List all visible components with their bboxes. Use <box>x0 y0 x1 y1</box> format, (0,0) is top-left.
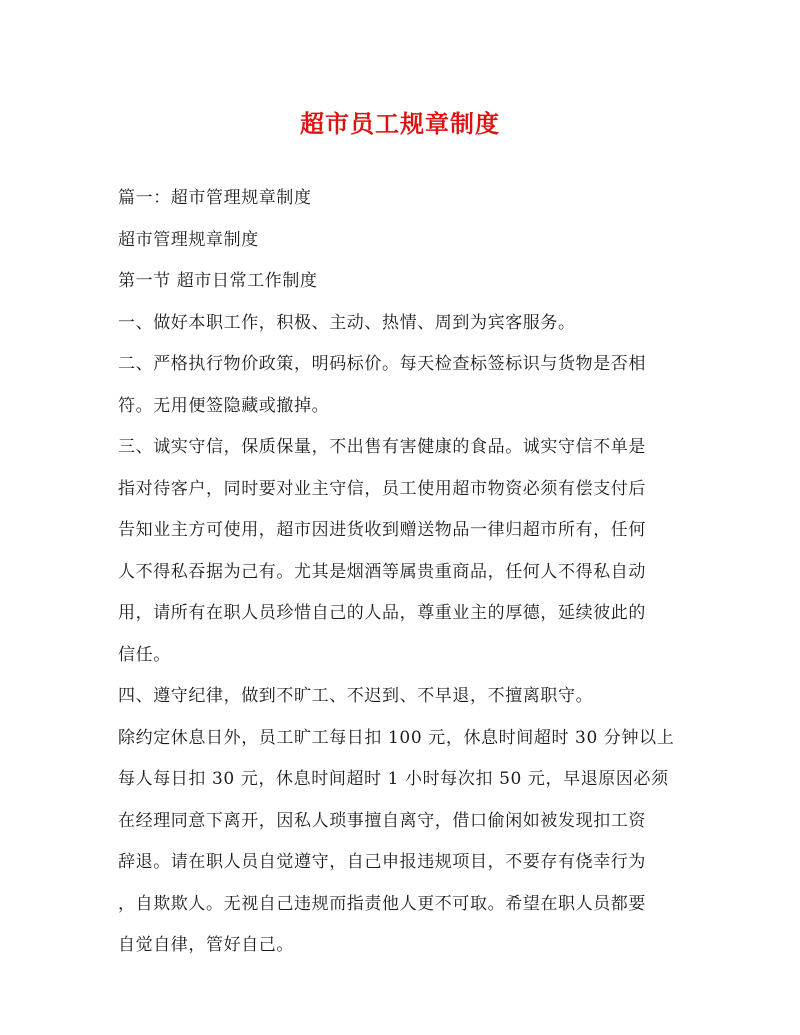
rule-4-detail-line: 辞退。请在职人员自觉遵守，自己申报违规项目，不要存有侥幸行为 <box>118 852 646 872</box>
rule-2-line: 二、严格执行物价政策，明码标价。每天检查标签标识与货物是否相 <box>118 354 646 374</box>
subtitle: 超市管理规章制度 <box>118 229 259 250</box>
rule-4-detail-line: 每人每日扣 30 元，休息时间超时 1 小时每次扣 50 元，早退原因必须 <box>118 769 669 789</box>
rule-3-line: 人不得私吞据为己有。尤其是烟酒等属贵重商品，任何人不得私自动 <box>118 561 646 582</box>
section-title: 第一节 超市日常工作制度 <box>118 271 318 291</box>
rule-3-line: 信任。 <box>118 644 171 665</box>
rule-3-line: 告知业主方可使用，超市因进货收到赠送物品一律归超市所有，任何 <box>118 520 646 540</box>
section-heading: 篇一：超市管理规章制度 <box>118 188 312 208</box>
rule-4: 四、遵守纪律，做到不旷工、不迟到、不早退，不擅离职守。 <box>118 686 594 706</box>
rule-4-detail-line: 除约定休息日外，员工旷工每日扣 100 元，休息时间超时 30 分钟以上 <box>118 727 675 748</box>
document-title: 超市员工规章制度 <box>300 109 500 138</box>
rule-3-line: 指对待客户，同时要对业主守信，员工使用超市物资必须有偿支付后 <box>118 478 646 499</box>
document-body <box>118 178 690 967</box>
rule-3-line: 三、诚实守信，保质保量，不出售有害健康的食品。诚实守信不单是 <box>118 437 646 457</box>
rule-2-line: 符。无用便签隐藏或撤掉。 <box>118 395 330 416</box>
rule-1: 一、做好本职工作，积极、主动、热情、周到为宾客服务。 <box>118 312 576 333</box>
rule-4-detail-line: 在经理同意下离开，因私人琐事擅自离守，借口偷闲如被发现扣工资 <box>118 810 646 831</box>
rule-4-detail-line: 自觉自律，管好自己。 <box>118 935 294 955</box>
rule-3-line: 用，请所有在职人员珍惜自己的人品，尊重业主的厚德，延续彼此的 <box>118 603 646 623</box>
rule-4-detail-line: ，自欺欺人。无视自己违规而指责他人更不可取。希望在职人员都要 <box>118 893 646 914</box>
